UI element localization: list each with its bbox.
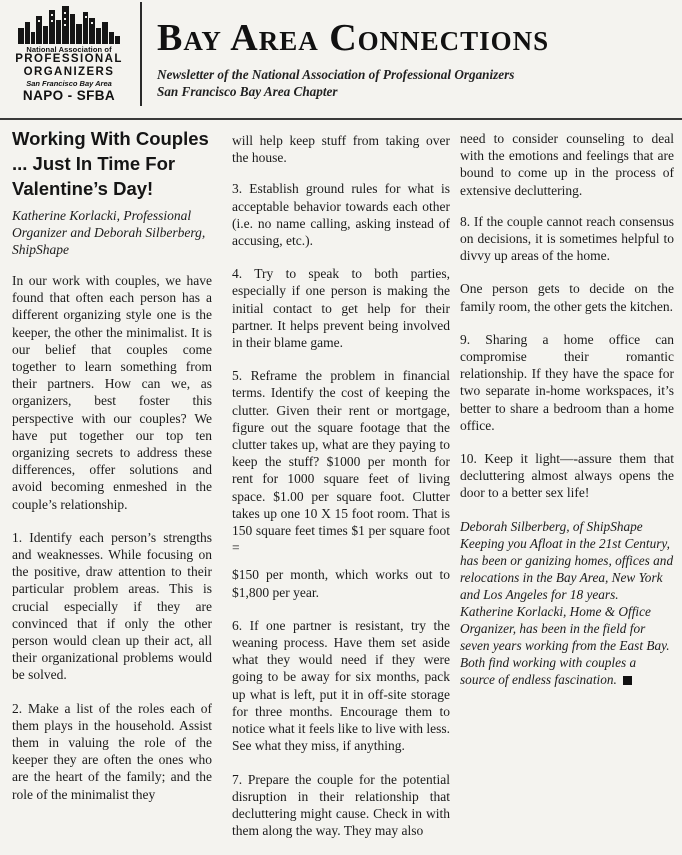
article-intro: In our work with couples, we have found that often each person has a different organizing style one is the keeper, the other the minimalist. It is our belief that couples come together to learn something from their partners. How can we, as organizers, best foster this perspective with our couples? We have put together our top ten organizing secrets to address these differences, offer solutions and avoid becoming enmeshed in the couple’s relationship. — [12, 273, 212, 512]
newsletter-title: Bay Area Connections — [157, 17, 550, 59]
tip-7-continued: need to consider counseling to deal with the emotions and feelings that are bound to come up in the process of extensive decluttering. — [460, 131, 674, 198]
newsletter-subtitle — [157, 66, 514, 100]
end-mark-icon — [623, 676, 632, 685]
tip-9: 9. Sharing a home office can compromise their romantic relationship. If they have the space for two separate in-home workspaces, it’s better to share a bedroom than a home office. — [460, 331, 674, 433]
tip-10: 10. Keep it light—-assure them that decluttering almost always opens the door to a better sex life! — [460, 451, 674, 501]
author-bio-text: Deborah Silberberg, of ShipShape Keeping you Afloat in the 21st Century, has been or ganizing homes, offices and relocations in the Bay Area, New York and Los Angeles for 18 years. Katherine Korlacki, Home & Office Organizer, has been in the field for seven years working from the East Bay. Both find working with couples a source of endless fascination. — [460, 518, 674, 687]
tip-2: 2. Make a list of the roles each of them plays in the household. Assist them in valuing the role of the keeper they are often the ones who are the heart of the family; and the role of the minimalist they — [12, 700, 212, 802]
tip-6: 6. If one partner is resistant, try the weaning process. Have them set aside what they would need if they were going to be away for six months, pack up what is left, put it in off-site storage for three months. Encourage them to notice what it feels like to live with less. See what they miss, if anything. — [232, 617, 450, 754]
article-column-1 — [12, 126, 212, 819]
masthead-rule — [0, 118, 682, 120]
subtitle-line-2: San Francisco Bay Area Chapter — [157, 84, 338, 99]
tip-8: 8. If the couple cannot reach consensus on decisions, it is sometimes helpful to divvy up areas of the home. — [460, 213, 674, 264]
article-headline: Working With Couples ... Just In Time For Valentine’s Day! — [12, 128, 209, 199]
tip-5: 5. Reframe the problem in financial terms. Identify the cost of keeping the clutter. Given their rent or mortgage, figure out the square footage that the clutter takes up, what are they paying to keep the stuff? $1000 per month for rent for 1000 square feet of living space. $1.00 per square foot. Clutter takes up one 10 X 15 foot room. That is 150 square feet times $1 per square foot = — [232, 368, 450, 556]
logo-organizers-text: ORGANIZERS — [23, 66, 115, 78]
tip-7: 7. Prepare the couple for the potential disruption in their relationship that decluttering might cause. Check in with them along the way. They may also — [232, 771, 450, 839]
tip-4: 4. Try to speak to both parties, especially if one person is making the initial contact to get help for their partner. It helps prevent being involved in their blame game. — [232, 266, 450, 351]
skyline-icon — [18, 4, 120, 44]
tip-8-continued: One person gets to decide on the family room, the other gets the kitchen. — [460, 281, 674, 314]
article-column-2 — [232, 132, 450, 855]
logo-chapter-text: NAPO - SFBA — [22, 88, 116, 103]
logo-region-text: San Francisco Bay Area — [26, 79, 112, 88]
tip-2-continued: will help keep stuff from taking over the house. — [232, 133, 450, 166]
subtitle-line-1: Newsletter of the National Association of Professional Organizers — [157, 67, 515, 82]
napo-logo — [12, 4, 126, 106]
logo-association-text: National Association of — [26, 45, 112, 54]
masthead-divider — [140, 2, 142, 106]
author-bio — [460, 518, 674, 688]
article-byline: Katherine Korlacki, Professional Organizer and Deborah Silberberg, ShipShape — [12, 208, 206, 257]
tip-3: 3. Establish ground rules for what is acceptable behavior towards each other (i.e. no name calling, asking instead of accusing, etc.). — [232, 181, 450, 249]
masthead — [0, 0, 682, 116]
logo-professional-text: PROFESSIONAL — [15, 53, 123, 65]
article-column-3 — [460, 130, 674, 704]
tip-1: 1. Identify each person’s strengths and weaknesses. While focusing on the positive, draw attention to their particular problem areas. This is crucial especially if they are convinced that if only the other person would clean up their act, all their organizational problems would be solved. — [12, 529, 212, 683]
tip-5-continued: $150 per month, which works out to $1,800 per year. — [232, 567, 450, 600]
